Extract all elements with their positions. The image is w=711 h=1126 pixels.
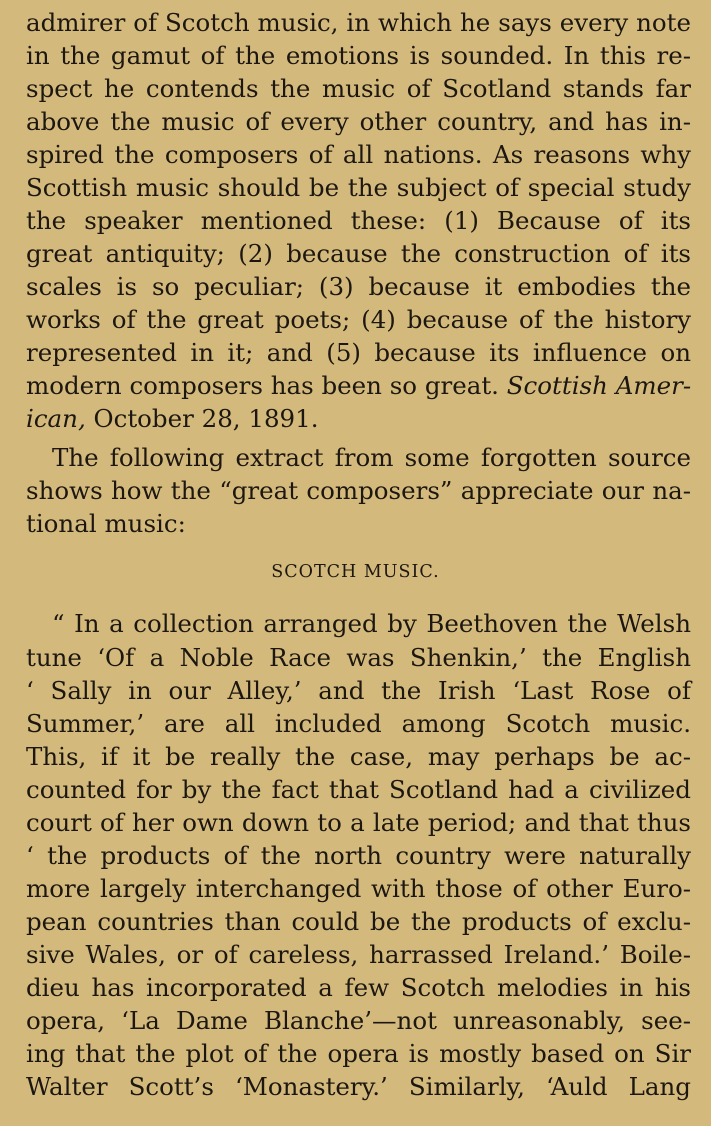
text-line: the speaker mentioned these: (1) Because of its <box>26 206 691 235</box>
text-line: spired the composers of all nations. As reasons why <box>26 140 691 169</box>
text-line: The following extract from some forgotten source <box>52 443 691 472</box>
text-line: spect he contends the music of Scotland stands far <box>26 74 691 103</box>
section-heading: SCOTCH MUSIC. <box>271 562 440 582</box>
text-line: tune ‘Of a Noble Race was Shenkin,’ the English <box>26 643 691 672</box>
text-line: opera, ‘La Dame Blanche’—not unreasonably, see- <box>26 1006 691 1035</box>
text-line <box>26 369 691 402</box>
text-line: ing that the plot of the opera is mostly based on Sir <box>26 1039 691 1068</box>
text-line: Walter Scott’s ‘Monastery.’ Similarly, ‘Auld Lang <box>26 1072 691 1101</box>
text-line: more largely interchanged with those of other Euro- <box>26 874 691 903</box>
source-citation: Scottish Amer- <box>506 371 692 400</box>
text-line: counted for by the fact that Scotland had a civilized <box>26 775 691 804</box>
text-span: October 28, 1891. <box>85 404 319 433</box>
text-line: works of the great poets; (4) because of the history <box>26 305 691 334</box>
text-line: court of her own down to a late period; and that thus <box>26 808 691 837</box>
text-span: modern composers has been so great. <box>26 371 499 400</box>
text-line: Scottish music should be the subject of special study <box>26 173 691 202</box>
text-line: tional music: <box>26 509 186 538</box>
text-line: ‘ Sally in our Alley,’ and the Irish ‘Last Rose of <box>26 676 691 705</box>
text-line: represented in it; and (5) because its influence on <box>26 338 691 367</box>
text-line: shows how the “great composers” appreciate our na- <box>26 476 691 505</box>
text-line: scales is so peculiar; (3) because it embodies the <box>26 272 691 301</box>
text-line: great antiquity; (2) because the construction of its <box>26 239 691 268</box>
text-line: ‘ the products of the north country were naturally <box>26 841 691 870</box>
text-line: above the music of every other country, and has in- <box>26 107 691 136</box>
text-line: “ In a collection arranged by Beethoven the Welsh <box>52 609 691 638</box>
source-citation: ican, <box>26 404 86 433</box>
text-line: Summer,’ are all included among Scotch music. <box>26 709 691 738</box>
text-line: dieu has incorporated a few Scotch melodies in his <box>26 973 691 1002</box>
text-line <box>26 402 691 435</box>
text-line: admirer of Scotch music, in which he says every note <box>26 8 691 37</box>
text-line: in the gamut of the emotions is sounded. In this re- <box>26 41 691 70</box>
text-line: sive Wales, or of careless, harrassed Ireland.’ Boile- <box>26 940 691 969</box>
text-line: This, if it be really the case, may perhaps be ac- <box>26 742 691 771</box>
text-line: pean countries than could be the products of exclu- <box>26 907 691 936</box>
